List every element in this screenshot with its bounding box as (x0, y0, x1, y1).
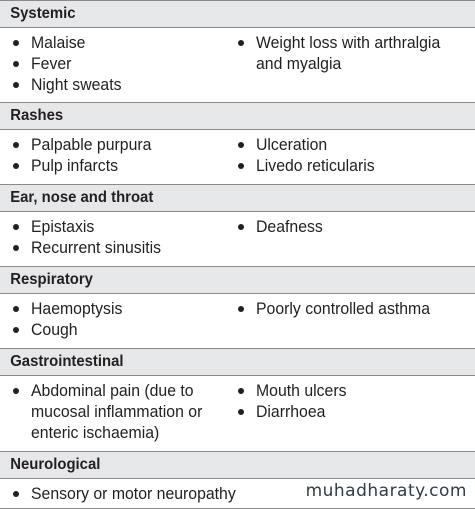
watermark-logo: muhadharaty.com (305, 481, 467, 501)
list-item: Abdominal pain (due to mucosal inflammation or enteric ischaemia) (12, 380, 222, 443)
list-item: Malaise (12, 32, 222, 53)
section-header-rashes (0, 102, 475, 130)
right-column (237, 216, 467, 237)
section-title: Gastrointestinal (10, 353, 124, 370)
list-item: Cough (12, 319, 222, 340)
list-item: Sensory or motor neuropathy (12, 483, 272, 504)
list-item: Pulp infarcts (12, 155, 222, 176)
list-item: Poorly controlled asthma (237, 298, 467, 319)
list-item: Weight loss with arthralgia and myalgia (237, 32, 467, 74)
list-item: Night sweats (12, 74, 222, 95)
list-item: Deafness (237, 216, 467, 237)
left-column (12, 298, 222, 340)
section-header-gastrointestinal (0, 348, 475, 376)
list-item: Fever (12, 53, 222, 74)
left-column (12, 380, 222, 443)
left-column (12, 483, 272, 504)
right-column (237, 298, 467, 319)
left-column (12, 32, 222, 95)
section-title: Systemic (10, 5, 76, 22)
section-body-respiratory (0, 294, 475, 348)
section-body-rashes (0, 130, 475, 184)
right-column (237, 32, 467, 74)
section-body-gastrointestinal (0, 376, 475, 451)
list-item: Recurrent sinusitis (12, 237, 222, 258)
left-column (12, 134, 222, 176)
left-column (12, 216, 222, 258)
section-header-respiratory (0, 266, 475, 294)
list-item: Ulceration (237, 134, 467, 155)
right-column (237, 380, 467, 422)
section-header-ent (0, 184, 475, 212)
section-title: Ear, nose and throat (10, 189, 154, 206)
section-title: Neurological (10, 456, 101, 473)
list-item: Palpable purpura (12, 134, 222, 155)
section-title: Respiratory (10, 271, 93, 288)
list-item: Livedo reticularis (237, 155, 467, 176)
section-body-systemic (0, 28, 475, 102)
list-item: Diarrhoea (237, 401, 467, 422)
list-item: Epistaxis (12, 216, 222, 237)
section-header-neurological (0, 451, 475, 479)
list-item: Haemoptysis (12, 298, 222, 319)
section-header-systemic (0, 0, 475, 28)
section-title: Rashes (10, 107, 64, 124)
section-body-ent (0, 212, 475, 266)
list-item: Mouth ulcers (237, 380, 467, 401)
right-column (237, 134, 467, 176)
